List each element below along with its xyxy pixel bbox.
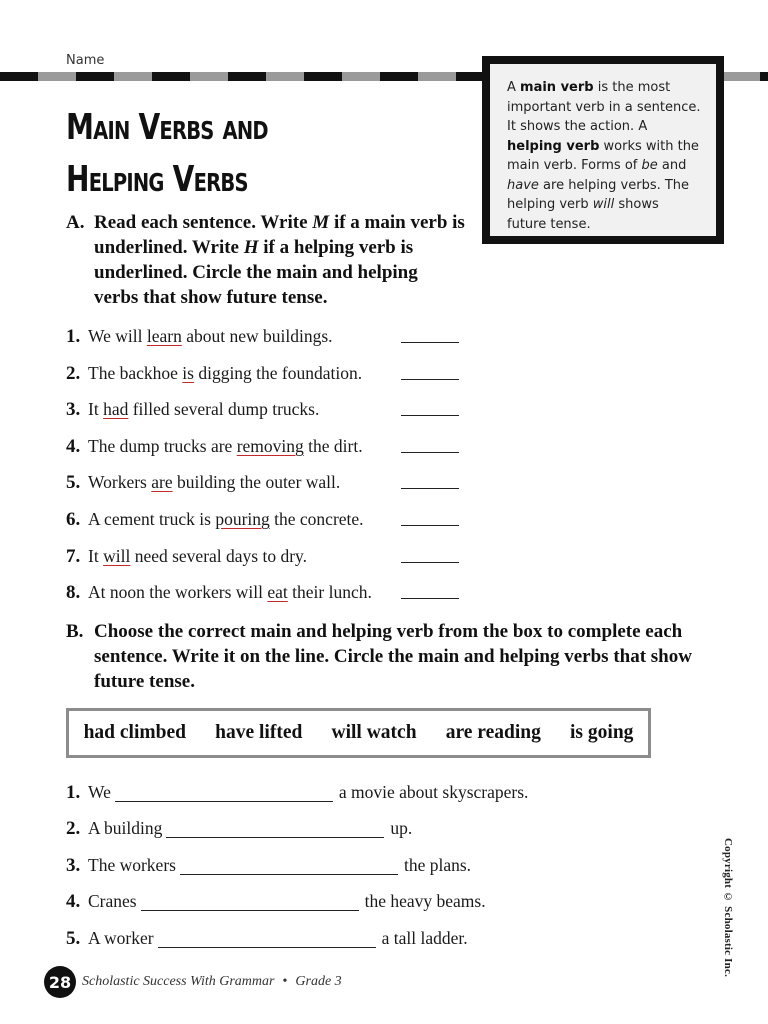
answer-blank[interactable] (401, 598, 459, 599)
underlined-verb: are (151, 472, 173, 492)
word-bank-item: is going (570, 722, 634, 743)
section-b-item: 4. Cranes the heavy beams. (66, 891, 486, 912)
underlined-verb: pouring (215, 509, 270, 529)
underlined-verb: removing (236, 436, 304, 456)
section-a-item: 1. We will learn about new buildings. (66, 323, 466, 349)
section-a-item: 2. The backhoe is digging the foundation. (66, 360, 466, 386)
underlined-verb: is (182, 363, 194, 383)
underlined-verb: learn (146, 326, 182, 346)
answer-blank[interactable] (401, 379, 459, 380)
page-title: Main Verbs and Helping Verbs (66, 107, 268, 200)
answer-blank[interactable] (401, 488, 459, 489)
fill-in-blank[interactable] (141, 892, 359, 911)
underlined-verb: will (103, 546, 131, 566)
section-b-item: 3. The workers the plans. (66, 855, 472, 876)
definition-box: A main verb is the most important verb in a sentence. It shows the action. A helping verb works with the main verb. Forms of be and have are helping verbs. The helping verb will shows future tense. (482, 56, 724, 244)
word-bank-box (66, 708, 651, 758)
section-a-item: 7. It will need several days to dry. (66, 543, 466, 569)
section-b-item: 2. A building up. (66, 818, 413, 839)
answer-blank[interactable] (401, 452, 459, 453)
section-b-item: 5. A worker a tall ladder. (66, 928, 468, 949)
page-footer: 28 Scholastic Success With Grammar • Grade 3 (44, 965, 342, 999)
grade-label: Grade 3 (295, 974, 342, 989)
underlined-verb: had (103, 399, 129, 419)
name-label: Name (66, 53, 105, 68)
page-number-badge: 28 (44, 966, 76, 998)
section-b-item: 1. We a movie about skyscrapers. (66, 782, 529, 803)
section-a-item: 8. At noon the workers will eat their lunch. (66, 579, 466, 605)
section-b-letter: B. (66, 621, 84, 642)
answer-blank[interactable] (401, 415, 459, 416)
underlined-verb: eat (267, 582, 288, 602)
section-a-letter: A. (66, 212, 85, 233)
section-a-item: 3. It had filled several dump trucks. (66, 396, 466, 422)
fill-in-blank[interactable] (115, 783, 333, 802)
word-bank-item: will watch (331, 722, 417, 743)
answer-blank[interactable] (401, 525, 459, 526)
section-a-item: 5. Workers are building the outer wall. (66, 469, 466, 495)
book-title: Scholastic Success With Grammar (82, 974, 275, 989)
answer-blank[interactable] (401, 342, 459, 343)
word-bank-item: had climbed (83, 722, 186, 743)
copyright-notice: Copyright © Scholastic Inc. (722, 838, 734, 978)
section-b-instructions: B. Choose the correct main and helping verb from the box to complete each sentence. Write it on the line. Circle the main and helping verbs that show future tense. (66, 621, 692, 692)
fill-in-blank[interactable] (166, 819, 384, 838)
word-bank-item: are reading (445, 722, 541, 743)
term-helping-verb: helping verb (507, 138, 600, 154)
answer-blank[interactable] (401, 562, 459, 563)
section-a-item: 4. The dump trucks are removing the dirt. (66, 433, 466, 459)
term-main-verb: main verb (520, 80, 594, 95)
section-a-item: 6. A cement truck is pouring the concrete. (66, 506, 466, 532)
section-a-instructions: A. Read each sentence. Write M if a main verb is underlined. Write H if a helping verb is underlined. Circle the main and helping verbs that show future tense. (66, 212, 465, 308)
fill-in-blank[interactable] (180, 856, 398, 875)
word-bank-item: have lifted (215, 722, 303, 743)
fill-in-blank[interactable] (158, 929, 376, 948)
